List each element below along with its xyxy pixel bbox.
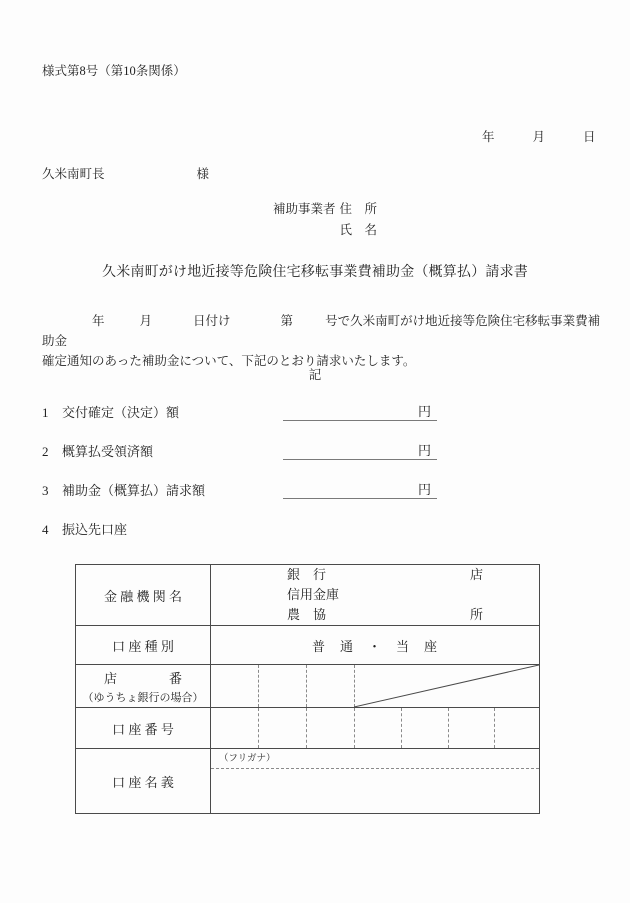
date-day-label: 日	[583, 130, 596, 144]
digit-divider	[306, 665, 307, 707]
yen-unit-label: 円	[417, 404, 431, 419]
cell-account-type	[211, 626, 539, 664]
digit-divider	[306, 708, 307, 748]
row-label-account-name: 口 座 名 義	[76, 749, 211, 813]
item-number: 1	[42, 405, 49, 420]
row-label-branch-number	[76, 665, 211, 707]
item-label: 振込先口座	[62, 522, 128, 537]
jacoop-option-label: 農 協	[287, 607, 327, 622]
addressee-line	[42, 164, 209, 182]
item-bank-account	[42, 521, 127, 538]
cell-branch-number	[211, 665, 539, 707]
table-row-account-type	[76, 625, 539, 664]
branch-number-label: 店 番	[103, 670, 182, 686]
fixed-amount-field	[283, 404, 437, 421]
table-row-branch-number	[76, 664, 539, 707]
yen-unit-label: 円	[417, 482, 431, 497]
digit-divider	[258, 665, 259, 707]
digit-divider	[448, 708, 449, 748]
cell-account-name	[211, 749, 539, 813]
row-label-account-number: 口 座 番 号	[76, 708, 211, 748]
claim-amount-field	[283, 482, 437, 499]
table-row-account-number	[76, 707, 539, 748]
row-label-account-type: 口 座 種 別	[76, 626, 211, 664]
digit-divider	[401, 708, 402, 748]
item-claim-amount	[42, 482, 205, 499]
honorific: 様	[196, 167, 210, 181]
item-label: 交付確定（決定）額	[62, 405, 180, 420]
body-line-1	[42, 311, 608, 351]
date-year-label: 年	[482, 130, 495, 144]
row-label-financial-institution: 金 融 機 関 名	[76, 565, 211, 625]
bank-option-label: 銀 行	[287, 567, 327, 582]
furigana-label: （フリガナ）	[211, 749, 539, 769]
body-dated-label: 日付け	[193, 314, 231, 328]
item-number: 3	[42, 483, 49, 498]
applicant-name-label: 氏 名	[339, 223, 378, 237]
item-label: 補助金（概算払）請求額	[62, 483, 206, 498]
branch-number-sublabel: （ゆうちょ銀行の場合）	[82, 691, 204, 704]
digit-divider	[354, 708, 355, 748]
date-line	[482, 127, 596, 145]
item-fixed-amount	[42, 404, 179, 421]
body-line-2: 確定通知のあった補助金について、下記のとおり請求いたします。	[42, 354, 416, 368]
body-line1-text: 号で久米南町がけ地近接等危険住宅移転事業費補助金	[42, 314, 601, 348]
shinkin-option-label: 信用金庫	[287, 587, 340, 602]
diagonal-strike-line	[354, 665, 539, 707]
body-year-label: 年	[92, 314, 105, 328]
applicant-label: 補助事業者	[273, 202, 336, 216]
table-row-financial-institution	[76, 565, 539, 625]
addressee-name: 久米南町長	[42, 167, 105, 181]
account-type-options: 普 通 ・ 当 座	[311, 638, 438, 654]
form-number: 様式第8号（第10条関係）	[42, 64, 186, 78]
body-number-prefix-label: 第	[280, 314, 294, 328]
cell-account-number	[211, 708, 539, 748]
item-number: 2	[42, 444, 49, 459]
digit-divider	[494, 708, 495, 748]
branch-suffix-label: 店	[469, 567, 483, 582]
yen-unit-label: 円	[417, 443, 431, 458]
bank-account-table	[75, 564, 540, 814]
section-marker: 記	[308, 368, 322, 382]
digit-divider	[258, 708, 259, 748]
item-label: 概算払受領済額	[62, 444, 154, 459]
document-title: 久米南町がけ地近接等危険住宅移転事業費補助金（概算払）請求書	[102, 265, 528, 280]
body-month-label: 月	[139, 314, 153, 328]
applicant-address-label: 住 所	[339, 202, 378, 216]
received-amount-field	[283, 443, 437, 460]
item-received-amount	[42, 443, 153, 460]
cell-financial-institution	[211, 565, 539, 625]
table-row-account-name	[76, 748, 539, 813]
body-paragraph	[42, 311, 608, 371]
item-number: 4	[42, 522, 49, 537]
date-month-label: 月	[532, 130, 546, 144]
applicant-block	[273, 199, 377, 241]
office-suffix-label: 所	[469, 607, 483, 622]
